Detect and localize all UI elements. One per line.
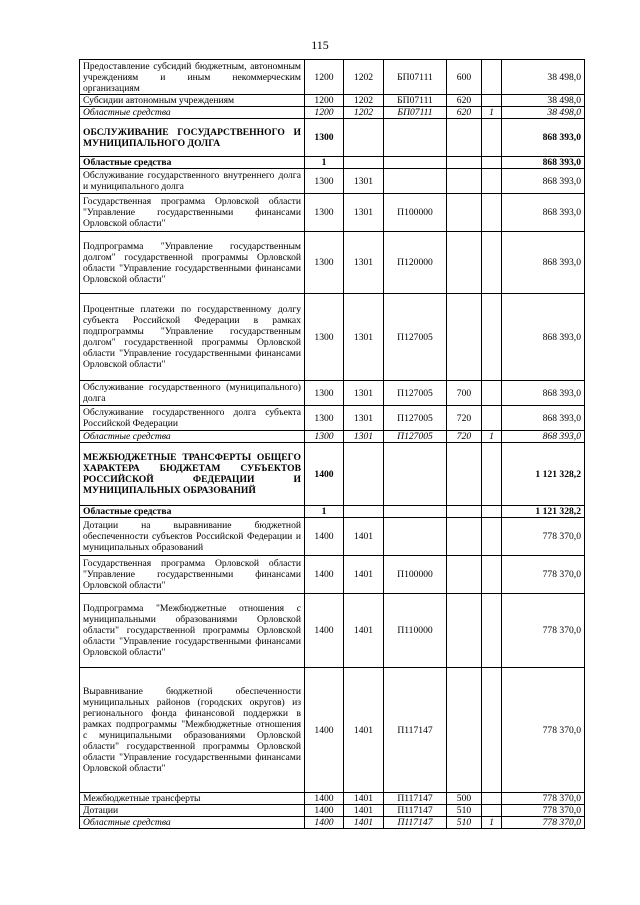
row-name: Областные средства	[80, 157, 305, 169]
amount: 868 393,0	[502, 381, 585, 406]
table-row	[80, 157, 585, 169]
row-name: Межбюджетные трансферты	[80, 793, 305, 805]
section-code: 1300	[305, 194, 344, 232]
funding-source-code	[482, 169, 502, 194]
page-number: 115	[311, 38, 329, 52]
section-code: 1400	[305, 793, 344, 805]
section-code: 1300	[305, 119, 344, 157]
row-name: Обслуживание государственного долга субъекта Российской Федерации	[80, 406, 305, 431]
target-article-code	[384, 169, 447, 194]
section-code: 1400	[305, 443, 344, 506]
subsection-code: 1301	[344, 294, 384, 381]
subsection-code: 1202	[344, 95, 384, 107]
section-code: 1300	[305, 294, 344, 381]
row-name: Обслуживание государственного внутреннего долга и муниципального долга	[80, 169, 305, 194]
row-name: Предоставление субсидий бюджетным, автономным учреждениям и иным некоммерческим организациям	[80, 60, 305, 95]
expense-type-code: 620	[447, 95, 482, 107]
expense-type-code: 720	[447, 431, 482, 443]
table-row	[80, 60, 585, 95]
budget-table-body	[80, 60, 585, 829]
section-code: 1400	[305, 518, 344, 556]
funding-source-code	[482, 594, 502, 668]
funding-source-code	[482, 556, 502, 594]
amount: 868 393,0	[502, 194, 585, 232]
budget-table	[79, 59, 585, 829]
amount: 38 498,0	[502, 95, 585, 107]
table-row	[80, 431, 585, 443]
target-article-code: П117147	[384, 793, 447, 805]
target-article-code: П117147	[384, 805, 447, 817]
subsection-code: 1301	[344, 381, 384, 406]
section-code: 1300	[305, 169, 344, 194]
amount: 868 393,0	[502, 294, 585, 381]
expense-type-code	[447, 119, 482, 157]
target-article-code: П117147	[384, 817, 447, 829]
row-name: Областные средства	[80, 817, 305, 829]
row-name: Государственная программа Орловской области "Управление государственными финансами Орловской области"	[80, 556, 305, 594]
table-row	[80, 406, 585, 431]
funding-source-code	[482, 518, 502, 556]
row-name: МЕЖБЮДЖЕТНЫЕ ТРАНСФЕРТЫ ОБЩЕГО ХАРАКТЕРА БЮДЖЕТАМ СУБЪЕКТОВ РОССИЙСКОЙ ФЕДЕРАЦИИ И МУНИЦИПАЛЬНЫХ ОБРАЗОВАНИЙ	[80, 443, 305, 506]
subsection-code: 1301	[344, 232, 384, 294]
section-code: 1	[305, 157, 344, 169]
funding-source-code	[482, 406, 502, 431]
subsection-code	[344, 443, 384, 506]
row-name: Областные средства	[80, 506, 305, 518]
funding-source-code	[482, 443, 502, 506]
table-row	[80, 506, 585, 518]
amount: 778 370,0	[502, 518, 585, 556]
funding-source-code	[482, 95, 502, 107]
subsection-code: 1301	[344, 194, 384, 232]
table-row	[80, 594, 585, 668]
amount: 778 370,0	[502, 793, 585, 805]
row-name: Выравнивание бюджетной обеспеченности муниципальных районов (городских округов) из регионального фонда финансовой поддержки в рамках подпрограммы "Межбюджетные отношения с муниципальными образованиями Орловской области" государственной программы Орловской области "Управление государственными финансами Орловской области"	[80, 668, 305, 793]
subsection-code: 1401	[344, 518, 384, 556]
target-article-code: БП07111	[384, 60, 447, 95]
expense-type-code	[447, 157, 482, 169]
expense-type-code: 500	[447, 793, 482, 805]
row-name: Процентные платежи по государственному долгу субъекта Российской Федерации в рамках подпрограммы "Управление государственным долгом" государственной программы Орловской области "Управление государственными финансами Орловской области"	[80, 294, 305, 381]
target-article-code: П127005	[384, 406, 447, 431]
target-article-code: П100000	[384, 194, 447, 232]
target-article-code: БП07111	[384, 95, 447, 107]
target-article-code	[384, 119, 447, 157]
amount: 778 370,0	[502, 556, 585, 594]
table-row	[80, 119, 585, 157]
funding-source-code	[482, 60, 502, 95]
expense-type-code: 600	[447, 60, 482, 95]
subsection-code: 1202	[344, 60, 384, 95]
amount: 868 393,0	[502, 169, 585, 194]
row-name: Подпрограмма "Управление государственным долгом" государственной программы Орловской области "Управление государственными финансами Орловской области"	[80, 232, 305, 294]
row-name: Дотации на выравнивание бюджетной обеспеченности субъектов Российской Федерации и муниципальных образований	[80, 518, 305, 556]
funding-source-code	[482, 157, 502, 169]
section-code: 1400	[305, 805, 344, 817]
target-article-code	[384, 518, 447, 556]
amount: 868 393,0	[502, 406, 585, 431]
subsection-code: 1401	[344, 556, 384, 594]
amount: 868 393,0	[502, 431, 585, 443]
table-row	[80, 381, 585, 406]
table-row	[80, 294, 585, 381]
funding-source-code	[482, 805, 502, 817]
table-row	[80, 194, 585, 232]
funding-source-code	[482, 381, 502, 406]
subsection-code: 1301	[344, 431, 384, 443]
amount: 1 121 328,2	[502, 506, 585, 518]
target-article-code	[384, 443, 447, 506]
expense-type-code	[447, 506, 482, 518]
table-row	[80, 518, 585, 556]
target-article-code: П120000	[384, 232, 447, 294]
table-row	[80, 556, 585, 594]
section-code: 1400	[305, 556, 344, 594]
amount: 778 370,0	[502, 817, 585, 829]
target-article-code: П110000	[384, 594, 447, 668]
target-article-code: П127005	[384, 294, 447, 381]
target-article-code: П117147	[384, 668, 447, 793]
subsection-code: 1401	[344, 817, 384, 829]
section-code: 1300	[305, 431, 344, 443]
funding-source-code	[482, 506, 502, 518]
expense-type-code	[447, 169, 482, 194]
row-name: Обслуживание государственного (муниципального) долга	[80, 381, 305, 406]
target-article-code	[384, 157, 447, 169]
funding-source-code	[482, 294, 502, 381]
target-article-code: П127005	[384, 381, 447, 406]
section-code: 1200	[305, 107, 344, 119]
expense-type-code: 510	[447, 817, 482, 829]
section-code: 1300	[305, 232, 344, 294]
expense-type-code: 620	[447, 107, 482, 119]
subsection-code: 1401	[344, 805, 384, 817]
expense-type-code	[447, 594, 482, 668]
table-row	[80, 668, 585, 793]
amount: 778 370,0	[502, 594, 585, 668]
section-code: 1200	[305, 95, 344, 107]
expense-type-code	[447, 194, 482, 232]
funding-source-code	[482, 232, 502, 294]
funding-source-code: 1	[482, 817, 502, 829]
amount: 38 498,0	[502, 60, 585, 95]
row-name: Государственная программа Орловской области "Управление государственными финансами Орловской области"	[80, 194, 305, 232]
amount: 868 393,0	[502, 232, 585, 294]
section-code: 1	[305, 506, 344, 518]
target-article-code	[384, 506, 447, 518]
amount: 38 498,0	[502, 107, 585, 119]
funding-source-code	[482, 793, 502, 805]
section-code: 1400	[305, 668, 344, 793]
expense-type-code	[447, 294, 482, 381]
expense-type-code	[447, 668, 482, 793]
table-row	[80, 95, 585, 107]
target-article-code: П100000	[384, 556, 447, 594]
funding-source-code	[482, 119, 502, 157]
amount: 1 121 328,2	[502, 443, 585, 506]
section-code: 1300	[305, 381, 344, 406]
subsection-code: 1401	[344, 668, 384, 793]
table-row	[80, 169, 585, 194]
funding-source-code: 1	[482, 431, 502, 443]
subsection-code: 1401	[344, 793, 384, 805]
row-name: Субсидии автономным учреждениям	[80, 95, 305, 107]
subsection-code	[344, 119, 384, 157]
expense-type-code: 700	[447, 381, 482, 406]
section-code: 1200	[305, 60, 344, 95]
subsection-code: 1401	[344, 594, 384, 668]
table-row	[80, 817, 585, 829]
section-code: 1300	[305, 406, 344, 431]
expense-type-code	[447, 556, 482, 594]
table-row	[80, 793, 585, 805]
table-row	[80, 232, 585, 294]
expense-type-code	[447, 443, 482, 506]
subsection-code: 1301	[344, 406, 384, 431]
table-row	[80, 107, 585, 119]
subsection-code: 1301	[344, 169, 384, 194]
row-name: Дотации	[80, 805, 305, 817]
amount: 778 370,0	[502, 805, 585, 817]
amount: 868 393,0	[502, 119, 585, 157]
expense-type-code: 510	[447, 805, 482, 817]
expense-type-code	[447, 232, 482, 294]
expense-type-code	[447, 518, 482, 556]
section-code: 1400	[305, 594, 344, 668]
table-row	[80, 805, 585, 817]
subsection-code: 1202	[344, 107, 384, 119]
target-article-code: БП07111	[384, 107, 447, 119]
subsection-code	[344, 157, 384, 169]
row-name: Подпрограмма "Межбюджетные отношения с муниципальными образованиями Орловской области" государственной программы Орловской области "Управление государственными финансами Орловской области"	[80, 594, 305, 668]
funding-source-code	[482, 194, 502, 232]
funding-source-code	[482, 668, 502, 793]
expense-type-code: 720	[447, 406, 482, 431]
row-name: ОБСЛУЖИВАНИЕ ГОСУДАРСТВЕННОГО И МУНИЦИПАЛЬНОГО ДОЛГА	[80, 119, 305, 157]
table-row	[80, 443, 585, 506]
funding-source-code: 1	[482, 107, 502, 119]
row-name: Областные средства	[80, 431, 305, 443]
subsection-code	[344, 506, 384, 518]
target-article-code: П127005	[384, 431, 447, 443]
section-code: 1400	[305, 817, 344, 829]
row-name: Областные средства	[80, 107, 305, 119]
amount: 778 370,0	[502, 668, 585, 793]
amount: 868 393,0	[502, 157, 585, 169]
